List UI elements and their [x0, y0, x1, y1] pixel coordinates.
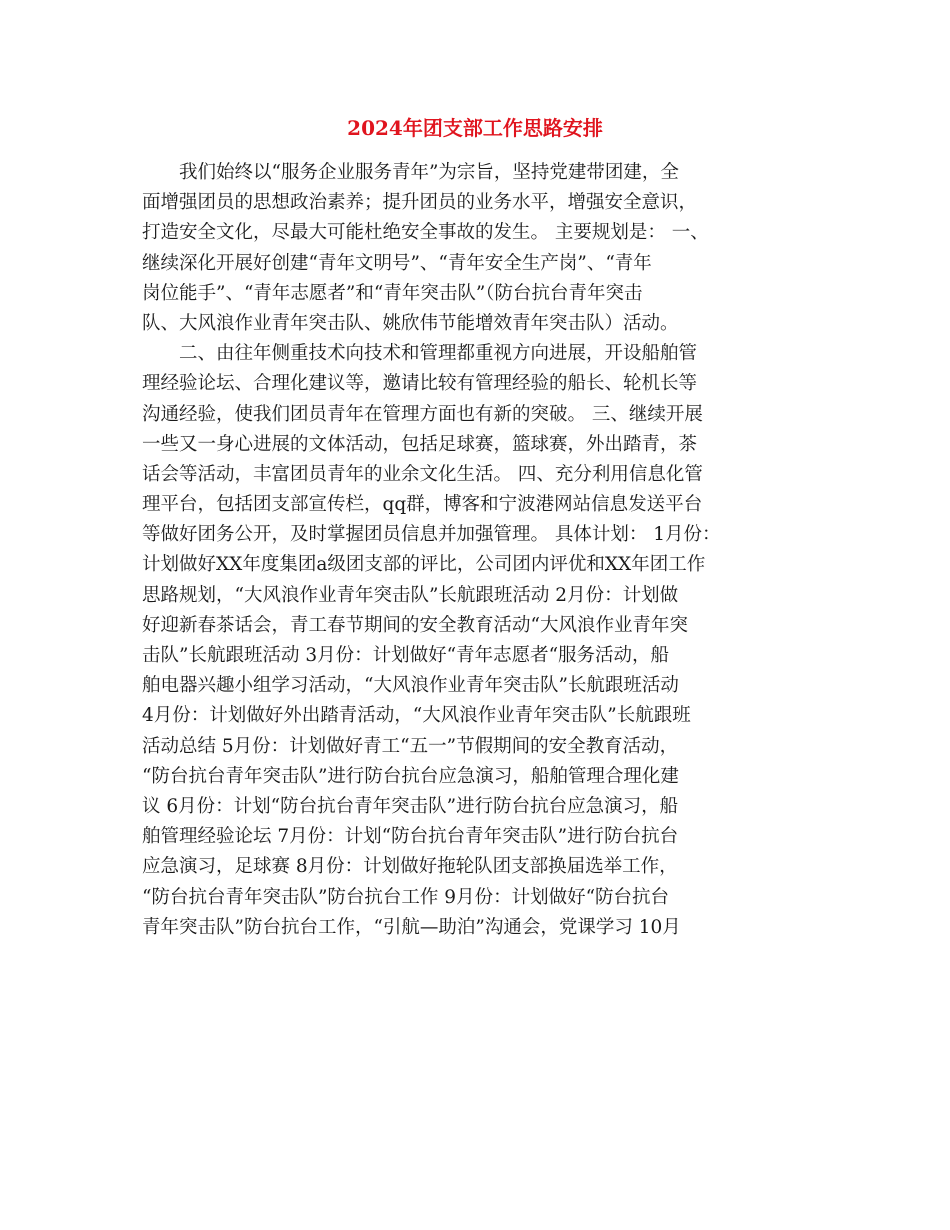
- text-line: “防台抗台青年突击队”防台抗台工作 9月份：计划做好“防台抗台: [142, 886, 670, 908]
- text-line: 活动总结 5月份：计划做好青工“五一”节假期间的安全教育活动，: [142, 735, 679, 757]
- text-line: 好迎新春茶话会，青工春节期间的安全教育活动“大风浪作业青年突: [142, 614, 688, 636]
- text-line: 舶管理经验论坛 7月份：计划“防台抗台青年突击队”进行防台抗台: [142, 826, 679, 848]
- document-title: 2024年团支部工作思路安排: [347, 116, 603, 140]
- text-line: 一些又一身心进展的文体活动，包括足球赛，篮球赛，外出踏青，茶: [142, 433, 698, 455]
- text-line: 等做好团务公开，及时掌握团员信息并加强管理。 具体计划： 1月份：: [142, 524, 721, 546]
- text-line: 岗位能手”、“青年志愿者”和“青年突击队”（防台抗台青年突击: [142, 282, 643, 304]
- text-line: 话会等活动，丰富团员青年的业余文化生活。 四、充分利用信息化管: [142, 463, 703, 485]
- text-line: 议 6月份：计划“防台抗台青年突击队”进行防台抗台应急演习，船: [142, 795, 679, 817]
- text-line: 打造安全文化，尽最大可能杜绝安全事故的发生。 主要规划是： 一、: [142, 222, 709, 244]
- text-line: 青年突击队”防台抗台工作，“引航—助泊”沟通会，党课学习 10月: [142, 916, 681, 938]
- text-line: 舶电器兴趣小组学习活动，“大风浪作业青年突击队”长航跟班活动: [142, 675, 679, 697]
- document-body: [142, 158, 832, 943]
- text-line: 理经验论坛、合理化建议等，邀请比较有管理经验的船长、轮机长等: [142, 373, 698, 395]
- text-line: 计划做好XX年度集团a级团支部的评比，公司团内评优和XX年团工作: [142, 554, 706, 576]
- text-line: 继续深化开展好创建“青年文明号”、“青年安全生产岗”、“青年: [142, 252, 652, 274]
- text-line: “防台抗台青年突击队”进行防台抗台应急演习，船舶管理合理化建: [142, 765, 679, 787]
- text-line: 思路规划，“大风浪作业青年突击队”长航跟班活动 2月份：计划做: [142, 584, 679, 606]
- text-line: 理平台，包括团支部宣传栏，qq群，博客和宁波港网站信息发送平台: [142, 494, 703, 516]
- text-line: 击队”长航跟班活动 3月份：计划做好“青年志愿者“服务活动，船: [142, 645, 670, 666]
- text-line: 二、由往年侧重技术向技术和管理都重视方向进展，开设船舶管: [142, 343, 698, 365]
- text-line: 面增强团员的思想政治素养；提升团员的业务水平，增强安全意识，: [142, 192, 698, 214]
- text-line: 队、大风浪作业青年突击队、姚欣伟节能增效青年突击队）活动。: [142, 312, 679, 334]
- text-line: 4月份：计划做好外出踏青活动，“大风浪作业青年突击队”长航跟班: [142, 705, 691, 727]
- text-line: 我们始终以“服务企业服务青年”为宗旨，坚持党建带团建，全: [142, 162, 679, 183]
- text-line: 沟通经验，使我们团员青年在管理方面也有新的突破。 三、继续开展: [142, 403, 703, 425]
- text-line: 应急演习，足球赛 8月份：计划做好拖轮队团支部换届选举工作，: [142, 856, 678, 878]
